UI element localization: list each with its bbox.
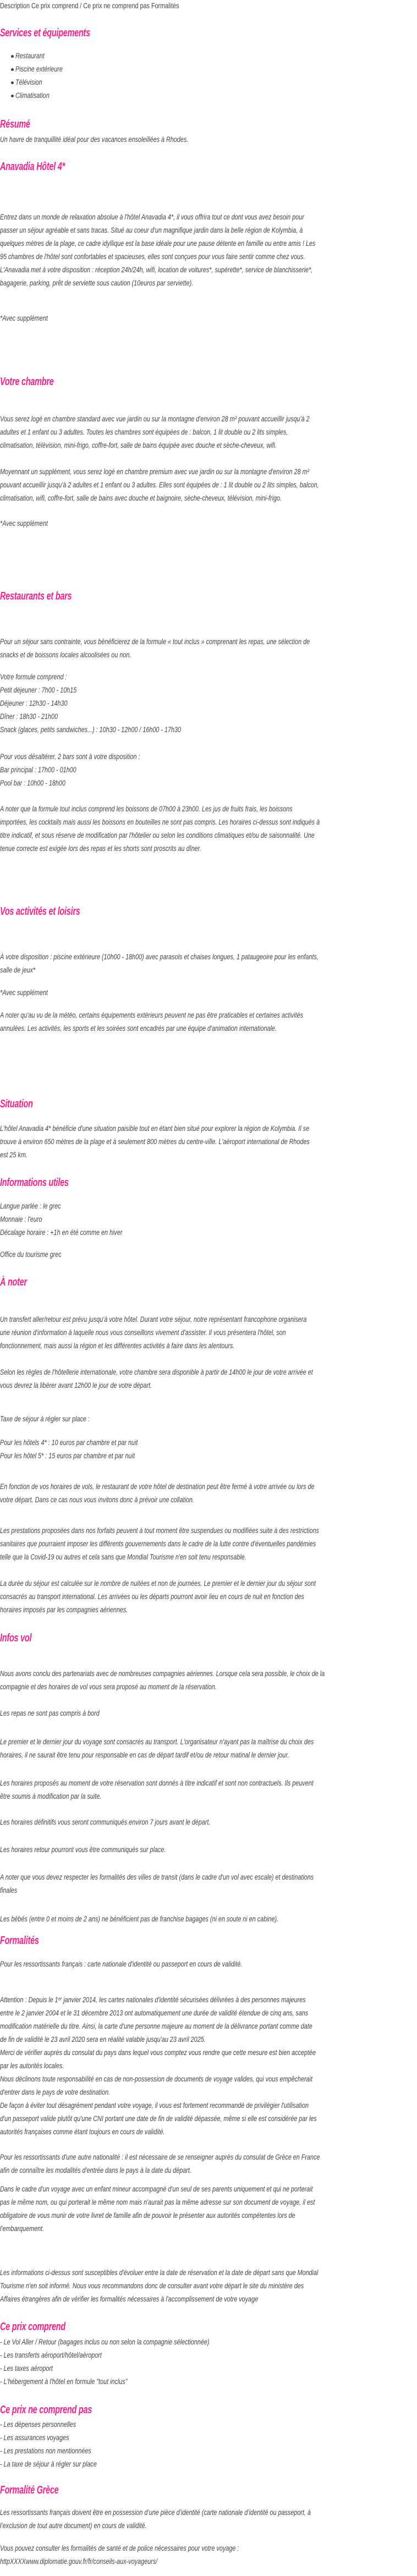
section-heading: Anavadia Hôtel 4* xyxy=(0,161,65,173)
list-item: Climatisation xyxy=(15,91,50,100)
text-line: Votre formule comprend : xyxy=(0,673,67,681)
text-line: par les autorités locales. xyxy=(0,2062,64,2070)
text-line: vous devrez la libérer avant 12h00 le jour de votre départ. xyxy=(0,1381,152,1389)
text-line: autorités françaises comme étant toujours en cours de validité. xyxy=(0,2128,165,2136)
text-line: climatisation, télévision, mini-frigo, coffre-fort, salle de bains équipée avec douche et sèche-cheveux, wifi. xyxy=(0,441,277,449)
text-line: d'un passeport valide plutôt qu'une CNI portant une date de fin de validité dépassée, même si elle est considérée par les xyxy=(0,2114,317,2123)
text-line: Pour les ressortissants français : carte nationale d'identité ou passeport en cours de validité. xyxy=(0,1960,243,1968)
text-line: Pour vous désaltérer, 2 bars sont à votre disposition : xyxy=(0,753,140,761)
text-line: Pour les ressortissants d'une autre nationalité : il est nécessaire de se renseigner auprès du consulat de Grèce en France xyxy=(0,2153,320,2161)
text-line: - L'hébergement à l'hôtel en formule "tout inclus" xyxy=(0,2377,128,2386)
text-line: Vous serez logé en chambre standard avec vue jardin ou sur la montagne d'environ 28 m² pouvant accueillir jusqu'à 2 xyxy=(0,415,310,423)
text-line: Dîner : 18h30 - 21h00 xyxy=(0,712,58,721)
text-line: être soumis à modification par la suite. xyxy=(0,1792,102,1800)
text-line: Pour les hôtel 5* : 15 euros par chambre et par nuit xyxy=(0,1452,135,1460)
text-line: votre départ. Dans ce cas nous vous invitons donc à prévoir une collation. xyxy=(0,1496,194,1504)
text-line: Les prestations proposées dans nos forfaits peuvent à tout moment être suspendues ou modifiées suite à des restrictions xyxy=(0,1526,319,1535)
text-line: obligatoire de vous munir de votre livret de famille afin de pouvoir le présenter aux autorités compétentes lors de xyxy=(0,2211,295,2220)
text-line: horaires imposés par les compagnies aériennes. xyxy=(0,1606,128,1614)
text-line: telle que la Covid-19 ou autres et cela sans que Mondial Tourisme n'en soit tenu responsable. xyxy=(0,1553,246,1561)
text-line: climatisation, wifi, coffre-fort, salle de bains avec douche et baignoire, sèche-cheveux, télévision, mini-frigo. xyxy=(0,494,282,502)
text-line: Pour les hôtels 4* : 10 euros par chambre et par nuit xyxy=(0,1438,138,1447)
section-heading: Situation xyxy=(0,1098,33,1110)
text-line: Entrez dans un monde de relaxation absolue à l'hôtel Anavadia 4*, il vous offrira tout ce dont vous avez besoin pour xyxy=(0,213,304,221)
bullet-icon xyxy=(11,81,14,84)
text-line: Dans le cadre d'un voyage avec un enfant mineur accompagné d'un seul de ses parents uniquement et qui ne porterait xyxy=(0,2185,313,2193)
tab-prix[interactable]: Ce prix comprend / Ce prix ne comprend pas xyxy=(31,2,150,10)
list-item: Restaurant xyxy=(15,52,45,60)
text-line: Un transfert aller/retour est prévu jusqu'à votre hôtel. Durant votre séjour, notre représentant francophone organisera xyxy=(0,1315,307,1323)
text-line: l'embarquement. xyxy=(0,2225,45,2233)
text-line: Petit déjeuner : 7h00 - 10h15 xyxy=(0,686,77,694)
bullet-icon xyxy=(11,68,14,71)
text-line: trouve à environ 650 mètres de la plage et à seulement 800 mètres du centre-ville. L'aéroport international de Rhodes xyxy=(0,1138,310,1146)
section-heading: Formalité Grèce xyxy=(0,2484,59,2496)
text-line: Pool bar : 10h00 - 18h00 xyxy=(0,779,65,787)
text-line: titre indicatif, et sous réserve de modification par l'hôtelier ou selon les conditions climatiques et/ou de saisonnalité. Une xyxy=(0,831,315,839)
text-line: À votre disposition : piscine extérieure (10h00 - 18h00) avec parasols et chaises longues, 1 pataugeoire pour les enfants, xyxy=(0,953,319,961)
list-item: Télévision xyxy=(15,78,42,86)
text-line: De façon à éviter tout désagrément pendant votre voyage, il vous est fortement recommandé de privilégier l'utilisation xyxy=(0,2101,309,2110)
text-line: pouvant accueillir jusqu'à 2 adultes et 1 enfant ou 3 adultes. Elles sont équipées de : 1 lit double ou 2 lits simples, balcon, xyxy=(0,481,319,489)
text-line: Snack (glaces, petits sandwiches...) : 10h30 - 12h00 / 16h00 - 17h30 xyxy=(0,726,182,734)
text-line: l’exclusion de tout autre document) en cours de validité. xyxy=(0,2522,147,2530)
text-line: tenue correcte est exigée lors des repas et les shorts sont proscrits au dîner. xyxy=(0,844,201,853)
text-line: Moyennant un supplément, vous serez logé en chambre premium avec vue jardin ou sur la montagne d'environ 28 m² xyxy=(0,468,310,476)
text-line: *Avec supplément xyxy=(0,519,48,528)
section-heading: Informations utiles xyxy=(0,1177,69,1189)
section-heading: Restaurants et bars xyxy=(0,590,72,602)
text-line: d'entrer dans le pays de votre destination. xyxy=(0,2088,111,2096)
section-heading: Vos activités et loisirs xyxy=(0,905,80,918)
text-line: Les horaires définitifs vous seront communiqués environ 7 jours avant le départ. xyxy=(0,1818,211,1826)
text-line: Selon les règles de l'hôtellerie internationale, votre chambre sera disponible à partir de 14h00 le jour de votre arrivée et xyxy=(0,1368,313,1376)
text-line: compagnie et des horaires de vol vous sera proposé au moment de la réservation. xyxy=(0,1683,217,1691)
text-line: pas le même nom, ou qui porterait le même nom mais n'aurait pas la même adresse sur son document de voyage, il est xyxy=(0,2198,315,2206)
text-line: une réunion d'information à laquelle nous vous conseillons vivement d'assister. Il vous présentera l'hôtel, son xyxy=(0,1328,286,1337)
text-line: Office du tourisme grec xyxy=(0,1250,62,1259)
text-line: Les informations ci-dessus sont susceptibles d'évoluer entre la date de réservation et la date de départ sans que Mondial xyxy=(0,2269,319,2277)
text-line: importées, les cocktails mais aussi les boissons en bouteilles ne sont pas compris. Les horaires ci-dessus sont indiqués à xyxy=(0,818,320,826)
text-line: httpXXXXwww.diplomatie.gouv.fr/fr/conseils-aux-voyageurs/ xyxy=(0,2557,158,2566)
section-heading: Formalités xyxy=(0,1935,39,1947)
text-line: A noter que vous devez respecter les formalités des villes de transit (dans le cadre d'un vol avec escale) et destinations xyxy=(0,1873,314,1881)
text-line: annulées. Les activités, les sports et les soirées sont encadrés par une équipe d'animation internationale. xyxy=(0,1024,277,1032)
text-line: Déjeuner : 12h30 - 14h30 xyxy=(0,699,68,707)
text-line: bagagerie, parking, prêt de serviette sous caution (10euros par serviette). xyxy=(0,279,194,287)
text-line: Les horaires proposés au moment de votre réservation sont donnés à titre indicatif et sont non contractuels. Ils peuvent xyxy=(0,1779,314,1787)
section-heading: Ce prix comprend xyxy=(0,2321,65,2333)
section-heading: À noter xyxy=(0,1276,27,1288)
tab-formalites[interactable]: Formalités xyxy=(151,2,179,10)
text-line: *Avec supplément xyxy=(0,314,48,322)
text-line: finales xyxy=(0,1886,18,1894)
tab-description[interactable]: Description xyxy=(0,2,30,10)
bullet-icon xyxy=(11,55,14,58)
text-line: Vous pouvez consulter les formalités de santé et de police nécessaires pour votre voyage : xyxy=(0,2544,239,2552)
text-line: - La taxe de séjour à régler sur place xyxy=(0,2460,97,2468)
text-line: - Les dépenses personnelles xyxy=(0,2420,76,2429)
section-heading: Votre chambre xyxy=(0,376,54,388)
text-line: quelques mètres de la plage, ce cadre idyllique est la base idéale pour une pause détente en famille ou entre amis ! Les xyxy=(0,239,316,248)
text-line: A noter qu'au vu de la météo, certains équipements extérieurs peuvent ne pas être praticables et certaines activités xyxy=(0,1011,303,1019)
text-line: Bar principal : 17h00 - 01h00 xyxy=(0,766,76,774)
text-line: Les ressortissants français doivent être en possession d’une pièce d’identité (carte nationale d’identité ou passeport, à xyxy=(0,2508,311,2517)
text-line: consacrés au transport international. Les arrivées ou les départs pourront avoir lieu en cours de nuit en fonction des xyxy=(0,1592,304,1601)
text-line: - Les taxes aéroport xyxy=(0,2364,53,2372)
text-line: - Les transferts aéroport/hôtel/aéroport xyxy=(0,2351,102,2359)
text-line: entre le 2 janvier 2004 et le 31 décembre 2013 ont automatiquement une durée de validité étendue de cinq ans, sans xyxy=(0,2009,309,2017)
text-line: L'hôtel Anavadia 4* bénéficie d'une situation paisible tout en étant bien situé pour explorer la région de Kolymbia. Il se xyxy=(0,1124,310,1133)
text-line: Nous avons conclu des partenariats avec de nombreuses compagnies aériennes. Lorsque cela sera possible, le choix de la xyxy=(0,1669,325,1678)
text-line: sanitaires que pourraient imposer les différents gouvernements dans le cadre de la lutte contre d'éventuelles pandémies xyxy=(0,1540,316,1548)
text-line: Tourisme n'en soit informé. Nous vous recommandons donc de consulter avant votre départ le site du ministère des xyxy=(0,2282,304,2290)
text-line: - Le Vol Aller / Retour (bagages inclus ou non selon la compagnie sélectionnée) xyxy=(0,2338,210,2346)
text-line: est 25 km. xyxy=(0,1151,28,1159)
list-item: Piscine extérieure xyxy=(15,65,63,73)
text-line: *Avec supplément xyxy=(0,988,48,997)
section-heading: Infos vol xyxy=(0,1632,32,1644)
text-line: passer un séjour agréable et sans tracas. Situé au coeur d'un magnifique jardin dans la belle région de Kolymbia, à xyxy=(0,226,303,234)
text-line: Nous déclinons toute responsabilité en cas de non-possession de documents de voyage valides, qui vous empêcherait xyxy=(0,2075,312,2083)
text-line: modification matérielle du titre. Ainsi, la carte d'une personne majeure au moment de la délivrance portant comme date xyxy=(0,2022,312,2030)
text-line: - Les assurances voyages xyxy=(0,2434,69,2442)
section-heading: Résumé xyxy=(0,118,30,130)
text-line: Un havre de tranquillité idéal pour des vacances ensoleillées à Rhodes. xyxy=(0,135,189,144)
text-line: Les bébés (entre 0 et moins de 2 ans) ne bénéficient pas de franchise bagages (ni en soute ni en cabine). xyxy=(0,1915,279,1923)
text-line: Les horaires retour pourront vous être communiqués sur place. xyxy=(0,1846,166,1854)
text-line: Pour un séjour sans contrainte, vous bénéficierez de la formule « tout inclus » comprenant les repas, une sélection de xyxy=(0,638,310,646)
text-line: de fin de validité le 23 avril 2020 sera en réalité valable jusqu'au 23 avril 2025. xyxy=(0,2035,206,2044)
text-line: fonctionnement, mais aussi la région et les différentes activités à faire dans les alentours. xyxy=(0,1342,235,1350)
section-heading: Services et équipements xyxy=(0,27,90,39)
text-line: Le premier et le dernier jour du voyage sont consacrés au transport. L'organisateur n'ayant pas la maîtrise du choix des xyxy=(0,1738,314,1746)
text-line: Taxe de séjour à régler sur place : xyxy=(0,1415,90,1423)
text-line: Merci de vérifier auprès du consulat du pays dans lequel vous comptez vous rendre que cette mesure est bien acceptée xyxy=(0,2048,316,2057)
text-line: Décalage horaire : +1h en été comme en hiver xyxy=(0,1228,123,1237)
text-line: Monnaie : l'euro xyxy=(0,1215,42,1223)
text-line: adultes et 1 enfant ou 3 adultes. Toutes les chambres sont équipées de : balcon, 1 lit double ou 2 lits simples, xyxy=(0,428,288,436)
section-heading: Ce prix ne comprend pas xyxy=(0,2404,92,2416)
text-line: afin de connaître les modalités d'entrée dans le pays à la date du départ. xyxy=(0,2166,191,2174)
text-line: Affaires étrangères afin de vérifier les formalités nécessaires à l'accomplissement de votre voyage xyxy=(0,2295,259,2303)
text-line: - Les prestations non mentionnées xyxy=(0,2447,91,2455)
text-line: L'Anavadia met à votre disposition : réception 24h/24h, wifi, location de voitures*, supérette*, service de blanchisserie*, xyxy=(0,266,313,274)
text-line: Les repas ne sont pas compris à bord xyxy=(0,1709,100,1717)
text-line: La durée du séjour est calculée sur le nombre de nuitées et non de journées. Le premier et le dernier jour du séjour sont xyxy=(0,1579,316,1588)
text-line: Langue parlée : le grec xyxy=(0,1202,61,1210)
text-line: 95 chambres de l'hôtel sont confortables et spacieuses, elles sont conçues pour vous faire sentir comme chez vous. xyxy=(0,252,305,261)
text-line: A noter que la formule tout inclus comprend les boissons de 07h00 à 23h00. Les jus de fruits frais, les boissons xyxy=(0,805,293,813)
text-line: horaires, il ne saurait être tenu pour responsable en cas de départ tardif et/ou de retour matinal le dernier jour. xyxy=(0,1751,289,1759)
bullet-icon xyxy=(11,95,14,97)
text-line: snacks et de boissons locales alcoolisées ou non. xyxy=(0,651,131,659)
text-line: salle de jeux* xyxy=(0,966,36,974)
tab-bar xyxy=(0,0,179,12)
text-line: Attention : Depuis le 1ᵉʳ janvier 2014, les cartes nationales d'identité sécurisées délivrées à des personnes majeures xyxy=(0,1996,306,2004)
text-line: En fonction de vos horaires de vols, le restaurant de votre hôtel de destination peut être fermé à votre arrivée ou lors de xyxy=(0,1482,315,1491)
